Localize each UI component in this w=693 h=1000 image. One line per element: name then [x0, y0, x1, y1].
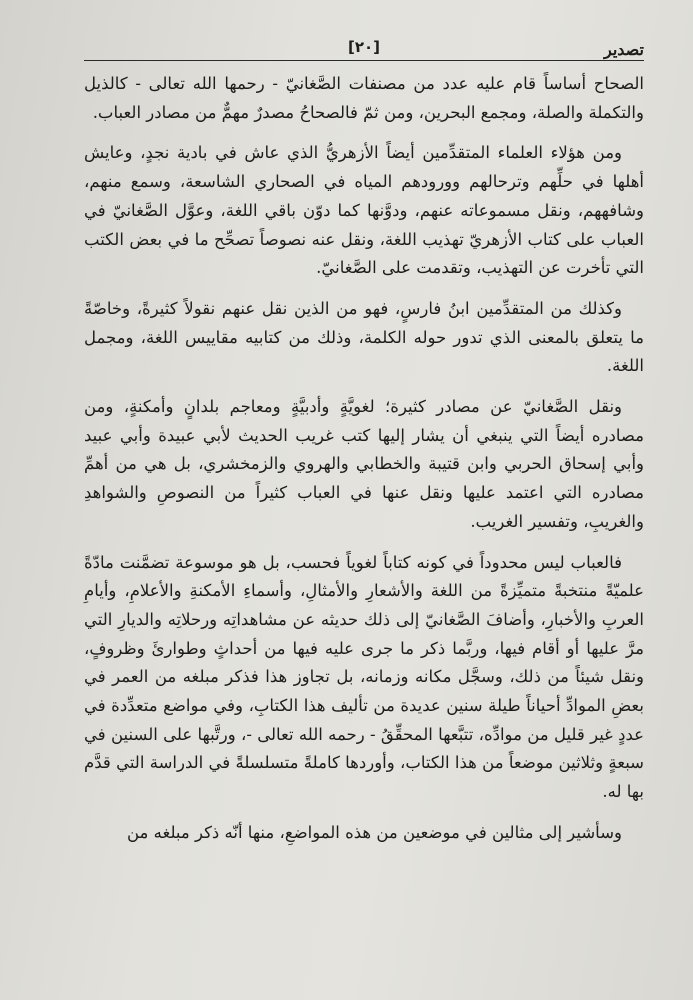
header-rule — [84, 60, 644, 61]
running-title: تصدير — [603, 40, 644, 59]
paragraph: الصحاح أساساً قام عليه عدد من مصنفات الصَّغانيّ - رحمها الله تعالى - كالذيل والتكملة والصلة، ومجمع البحرين، ومن ثمّ فالصحاحُ مصدرٌ مهمٌّ من مصادر العباب. — [84, 74, 644, 122]
paragraph: ونقل الصَّغانيّ عن مصادر كثيرة؛ لغويَّةٍ وأدبيَّةٍ ومعاجم بلدانٍ وأمكنةٍ، ومن مصادره أيضاً التي ينبغي أن يشار إليها كتب غريب الحديث لأبي عبيدة وأبي عبيد وأبي إسحاق الحربي وابن قتيبة والخطابي والهروي والزمخشري، بل هي من أهمِّ مصادره التي اعتمد عليها ونقل عنها في العباب كثيراً من النصوصِ والشواهدِ والغريبِ، وتفسير الغريب. — [84, 397, 644, 531]
paragraph: وكذلك من المتقدِّمين ابنُ فارسٍ، فهو من الذين نقل عنهم نقولاً كثيرةً، وخاصّةً ما يتعلق بالمعنى الذي تدور حوله الكلمة، وذلك من كتابيه مقاييس اللغة، ومجمل اللغة. — [84, 298, 644, 376]
page-number: [٢٠] — [347, 38, 381, 56]
paragraph: فالعباب ليس محدوداً في كونه كتاباً لغوياً فحسب، بل هو موسوعة تضمَّنت مادّةً علميّةً منتخبةً متميِّزةً من اللغة والأشعارِ والأمثالِ، وأسماءِ الأمكنةِ والأعلامِ، وأيامِ العربِ والأخبارِ، وأضافَ الصَّغانيّ إلى ذلك حديثه عن مشاهداتِه ورحلاتِه والديارِ التي مرَّ عليها أو أقام فيها، وربَّما ذكر ما جرى عليه فيها من أحداثٍ وطوارئَ وظروفٍ، ونقل شيئاً من ذلك، وسجَّل مكانه وزمانه، بل تجاوز هذا فذكر مبلغه من العمر في بعضِ الموادِّ أحياناً طيلة سنين عديدة من تأليف هذا الكتابِ، وفي مواضع متعدِّدة في عددٍ غير قليل من موادِّه، تتبَّعها المحقِّقُ - رحمه الله تعالى -، ورتَّبها على السنين في سبعةٍ وثلاثين موضعاً من هذا الكتاب، وأوردها كاملةً متسلسلةً في الدراسة التي قدَّم بها له. — [84, 552, 644, 802]
paragraph: ومن هؤلاء العلماء المتقدِّمين أيضاً الأزهريُّ الذي عاش في بادية نجدٍ، وعايش أهلها في حلِّهم وترحالهم وورودهم المياه في الصحاري الشاسعة، وسمع منهم، وشافههم، ونقل مسموعاته عنهم، ودوَّنها كما دوّن باقي اللغة، وعوَّل الصَّغانيّ في العباب على كتاب الأزهريّ تهذيب اللغة، ونقل عنه نصوصاً تصحِّح ما في بعض الكتب التي تأخرت عن التهذيب، وتقدمت على الصَّغانيّ. — [84, 143, 644, 278]
paragraph: وسأشير إلى مثالين في موضعين من هذه المواضعِ، منها أنّه ذكر مبلغه من — [127, 822, 622, 842]
body-text — [84, 70, 644, 860]
